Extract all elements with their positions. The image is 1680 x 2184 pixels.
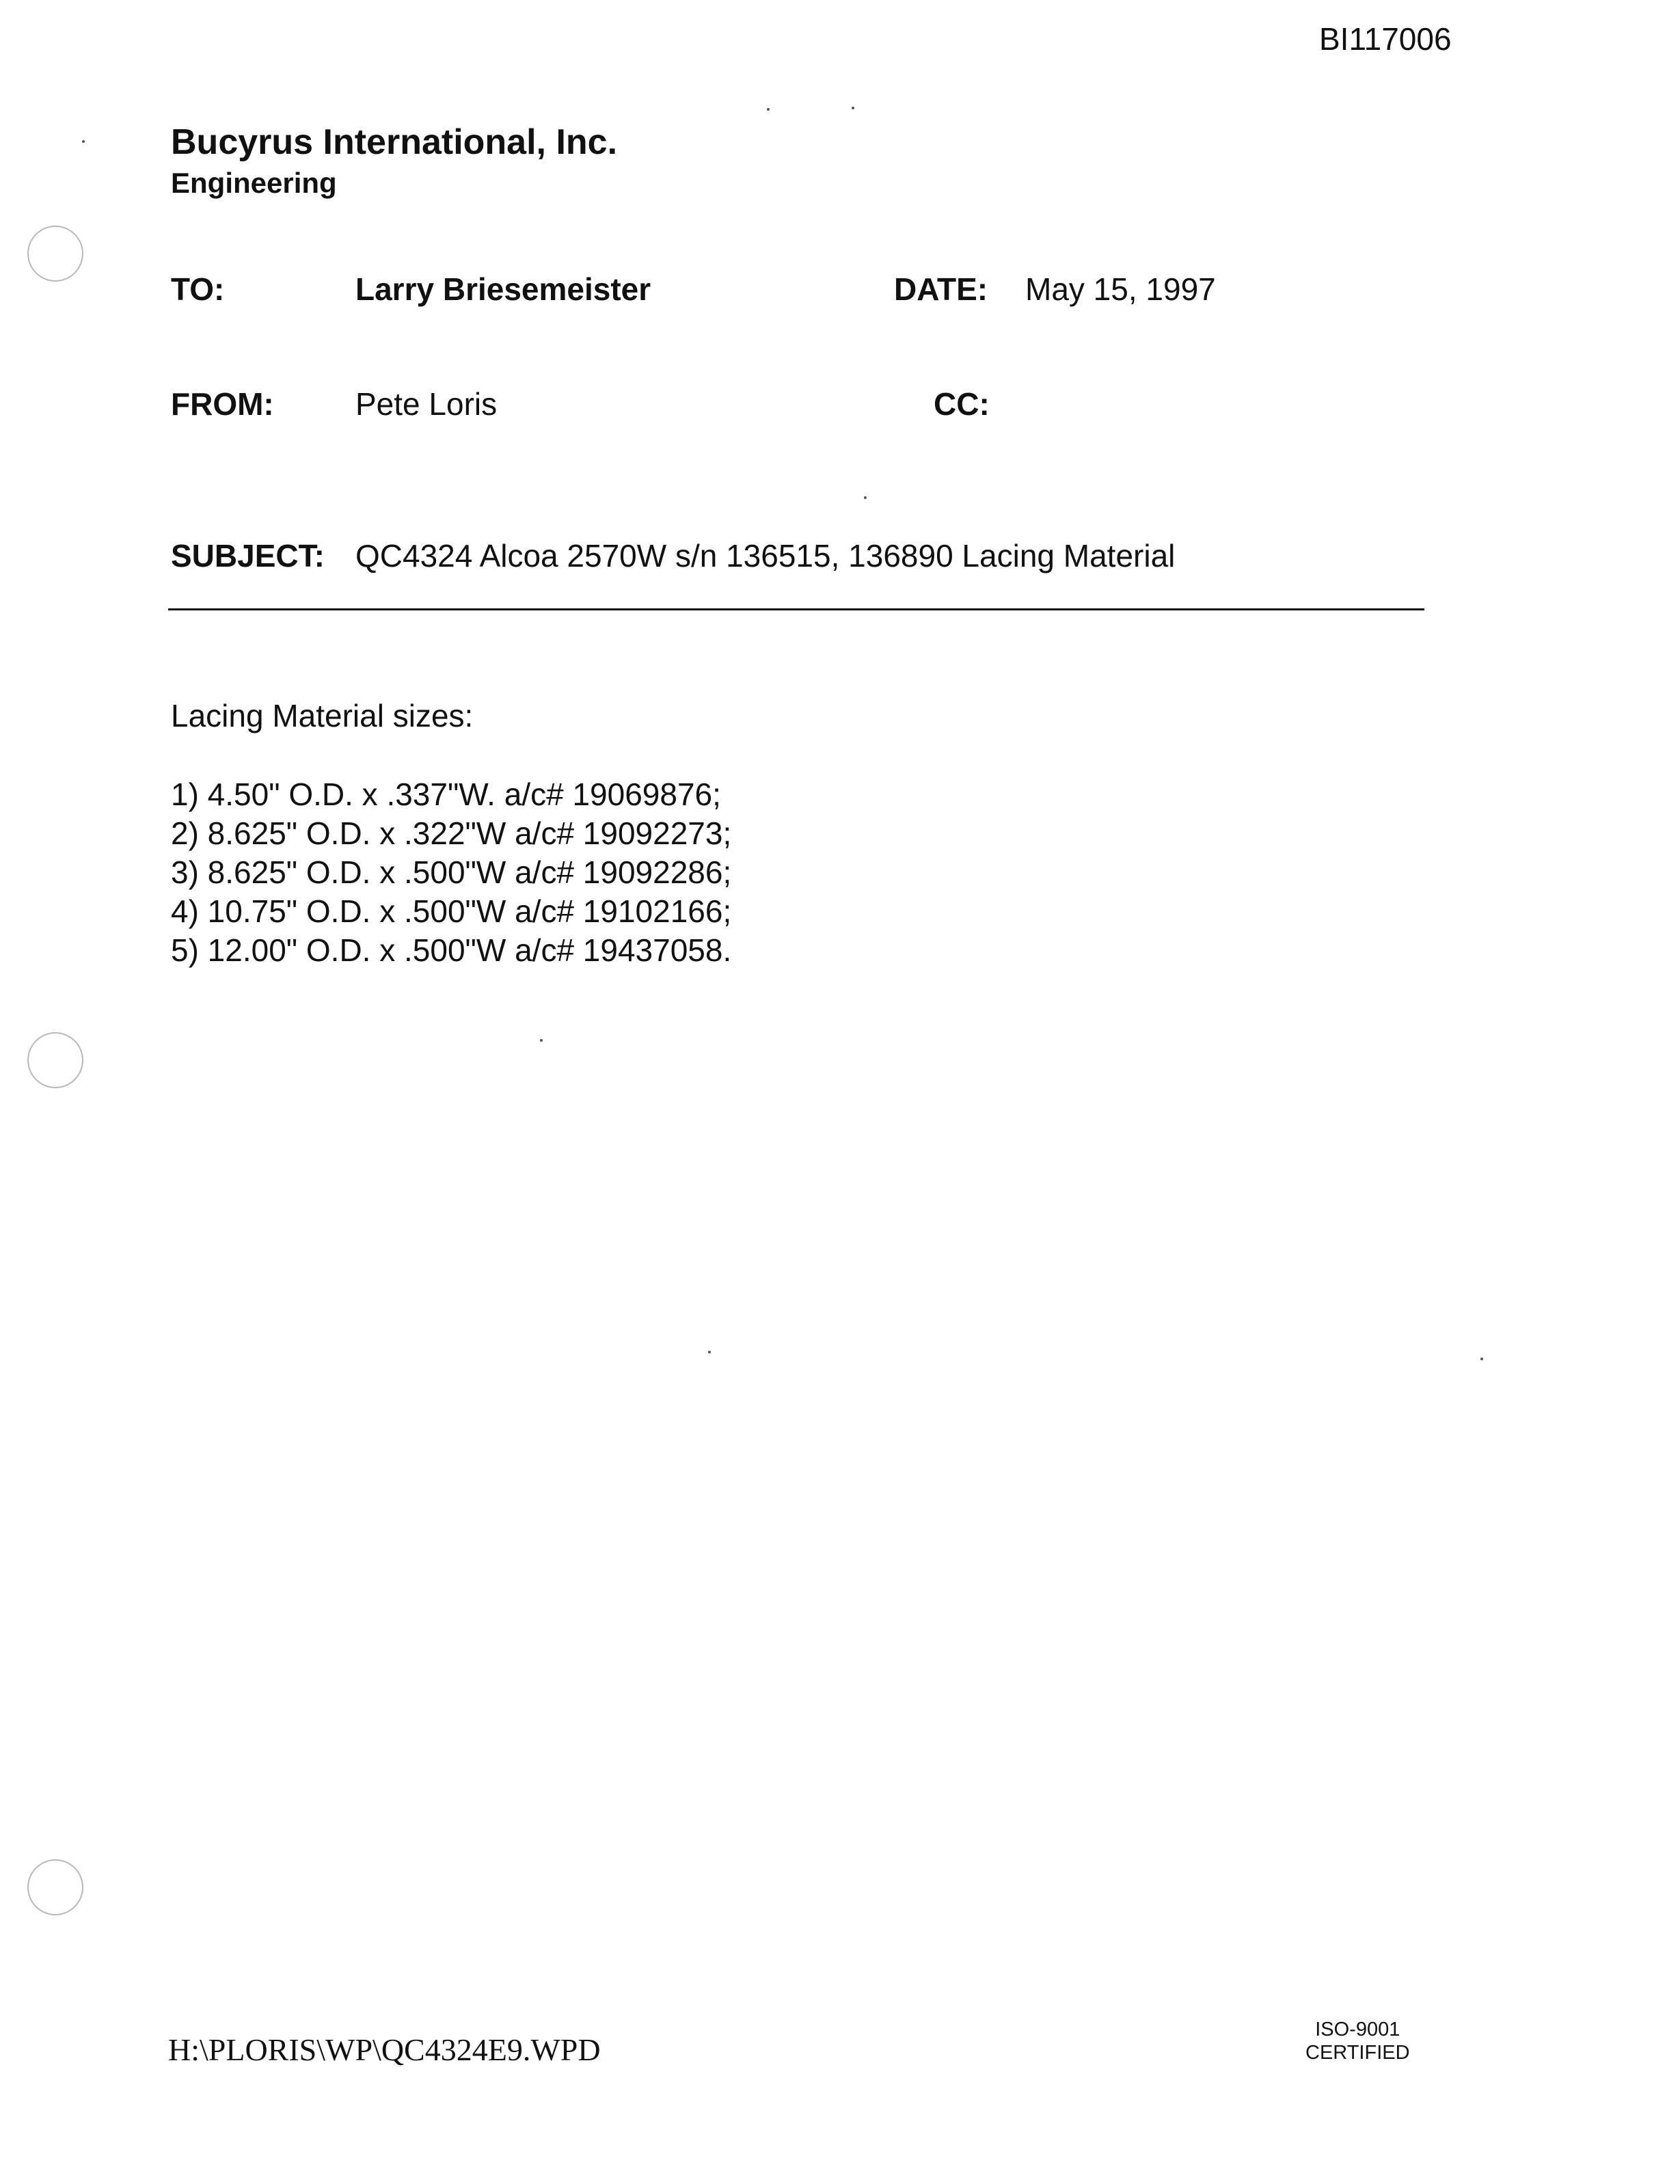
list-item: 5) 12.00" O.D. x .500"W a/c# 19437058. [171,932,732,968]
list-item: 4) 10.75" O.D. x .500"W a/c# 19102166; [171,893,732,929]
list-item: 2) 8.625" O.D. x .322"W a/c# 19092273; [171,815,732,851]
subject-value: QC4324 Alcoa 2570W s/n 136515, 136890 Lacing Material [355,538,1176,574]
binder-hole-middle [27,1032,83,1088]
scan-speck [82,140,85,143]
from-value: Pete Loris [355,386,498,422]
scan-speck [767,108,770,111]
from-label: FROM: [171,386,274,422]
header-divider [168,608,1424,610]
company-name: Bucyrus International, Inc. [171,122,618,162]
scan-speck [852,107,854,109]
date-value: May 15, 1997 [1025,271,1216,307]
lacing-material-list [171,775,731,970]
body-intro: Lacing Material sizes: [171,698,474,733]
scan-speck [864,496,867,499]
binder-hole-bottom [27,1859,83,1915]
to-label: TO: [171,271,225,307]
iso-line-1: ISO-9001 [1315,2019,1400,2040]
list-item: 1) 4.50" O.D. x .337"W. a/c# 19069876; [171,777,721,812]
iso-line-2: CERTIFIED [1305,2042,1410,2064]
iso-certification [1305,2018,1410,2064]
list-item: 3) 8.625" O.D. x .500"W a/c# 19092286; [171,854,732,890]
document-id: BI117006 [1319,21,1452,57]
to-value: Larry Briesemeister [355,271,651,307]
scan-speck [540,1039,543,1042]
scan-speck [1480,1358,1483,1360]
binder-hole-top [27,226,83,282]
scan-speck [708,1351,711,1353]
department-name: Engineering [171,167,337,199]
file-path: H:\PLORIS\WP\QC4324E9.WPD [168,2032,601,2067]
cc-label: CC: [934,386,990,422]
subject-label: SUBJECT: [171,538,325,574]
date-label: DATE: [894,271,988,307]
